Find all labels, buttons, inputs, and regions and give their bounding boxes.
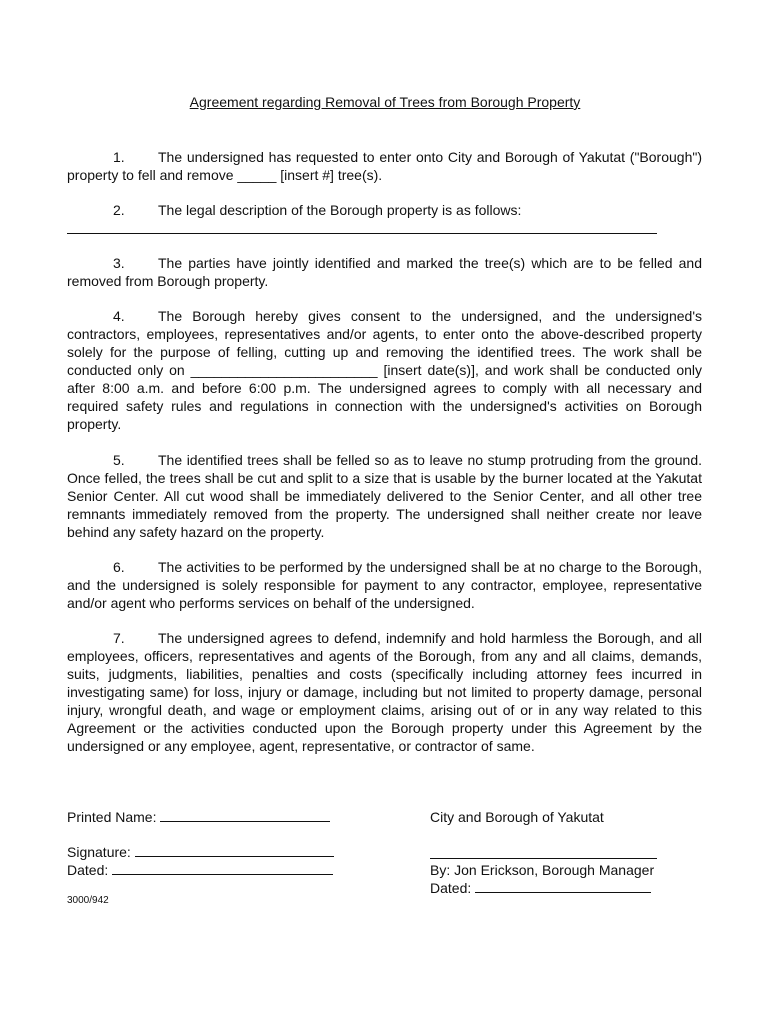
borough-manager-label: By: Jon Erickson, Borough Manager — [430, 862, 655, 878]
document-title: Agreement regarding Removal of Trees from Borough Property — [189, 94, 581, 110]
printed-name-field[interactable] — [67, 808, 330, 826]
paragraph-number: 1. — [113, 149, 125, 165]
paragraph-text: The parties have jointly identified and marked the tree(s) which are to be felled and removed from Borough property. — [67, 255, 702, 289]
paragraph-text: The activities to be performed by the undersigned shall be at no charge to the Borough, and the undersigned is solely responsible for payment to any contractor, employee, representative and/or agent who performs services on behalf of the undersigned. — [67, 559, 702, 611]
borough-dated-line[interactable] — [475, 879, 651, 893]
paragraph-text: The undersigned has requested to enter onto City and Borough of Yakutat ("Borough") property to fell and remove _____ [insert #] tree(s). — [67, 149, 702, 183]
signature-label: Signature: — [67, 844, 131, 860]
dated-label: Dated: — [67, 862, 109, 878]
paragraph-number: 4. — [113, 308, 125, 324]
paragraph-text: The identified trees shall be felled so as to leave no stump protruding from the ground. Once felled, the trees shall be cut and split to a size that is usable by the burner located at the Yakutat Senior Center. All cut wood shall be immediately delivered to the Senior Center, and all other tree remnants immediately removed from the property. The undersigned shall neither create nor leave behind any safety hazard on the property. — [67, 452, 702, 540]
paragraph-6 — [67, 558, 702, 612]
paragraph-3 — [67, 254, 702, 290]
paragraph-number: 3. — [113, 255, 125, 271]
paragraph-number: 2. — [113, 202, 125, 218]
borough-name: City and Borough of Yakutat — [430, 809, 604, 825]
legal-description-line — [67, 233, 657, 234]
signature-field[interactable] — [67, 843, 334, 861]
printed-name-label: Printed Name: — [67, 809, 157, 825]
paragraph-text: The legal description of the Borough property is as follows: — [158, 202, 522, 218]
paragraph-number: 7. — [113, 630, 125, 646]
printed-name-line[interactable] — [160, 808, 330, 822]
paragraph-1 — [67, 148, 702, 184]
paragraph-number: 5. — [113, 452, 125, 468]
signature-line[interactable] — [135, 843, 334, 857]
borough-dated-label: Dated: — [430, 880, 472, 896]
paragraph-2 — [67, 201, 702, 219]
paragraph-text: The undersigned agrees to defend, indemnify and hold harmless the Borough, and all employees, officers, representatives and agents of the Borough, from any and all claims, demands, suits, judgments, liabilities, penalties and costs (specifically including attorney fees incurred in investigating same) for loss, injury or damage, including but not limited to property damage, personal injury, wrongful death, and wage or employment claims, arising out of or in any way related to this Agreement or the activities conducted upon the Borough property under this Agreement by the undersigned or any employee, agent, representative, or contractor of same. — [67, 630, 702, 754]
form-number: 3000/942 — [67, 895, 109, 906]
dated-field[interactable] — [67, 861, 333, 879]
paragraph-4 — [67, 307, 702, 433]
borough-signature-line[interactable] — [430, 858, 657, 859]
paragraph-5 — [67, 451, 702, 541]
paragraph-text: The Borough hereby gives consent to the undersigned, and the undersigned's contractors, employees, representatives and/or agents, to enter onto the above-described property solely for the purpose of felling, cutting up and removing the identified trees. The work shall be conducted only on ________________________ [insert date(s)], and work shall be conducted only after 8:00 a.m. and before 6:00 p.m. The undersigned agrees to comply with all necessary and required safety rules and regulations in connection with the undersigned's activities on Borough property. — [67, 308, 702, 432]
paragraph-number: 6. — [113, 559, 125, 575]
borough-dated-field[interactable] — [430, 879, 651, 897]
paragraph-7 — [67, 629, 702, 755]
dated-line[interactable] — [112, 861, 333, 875]
